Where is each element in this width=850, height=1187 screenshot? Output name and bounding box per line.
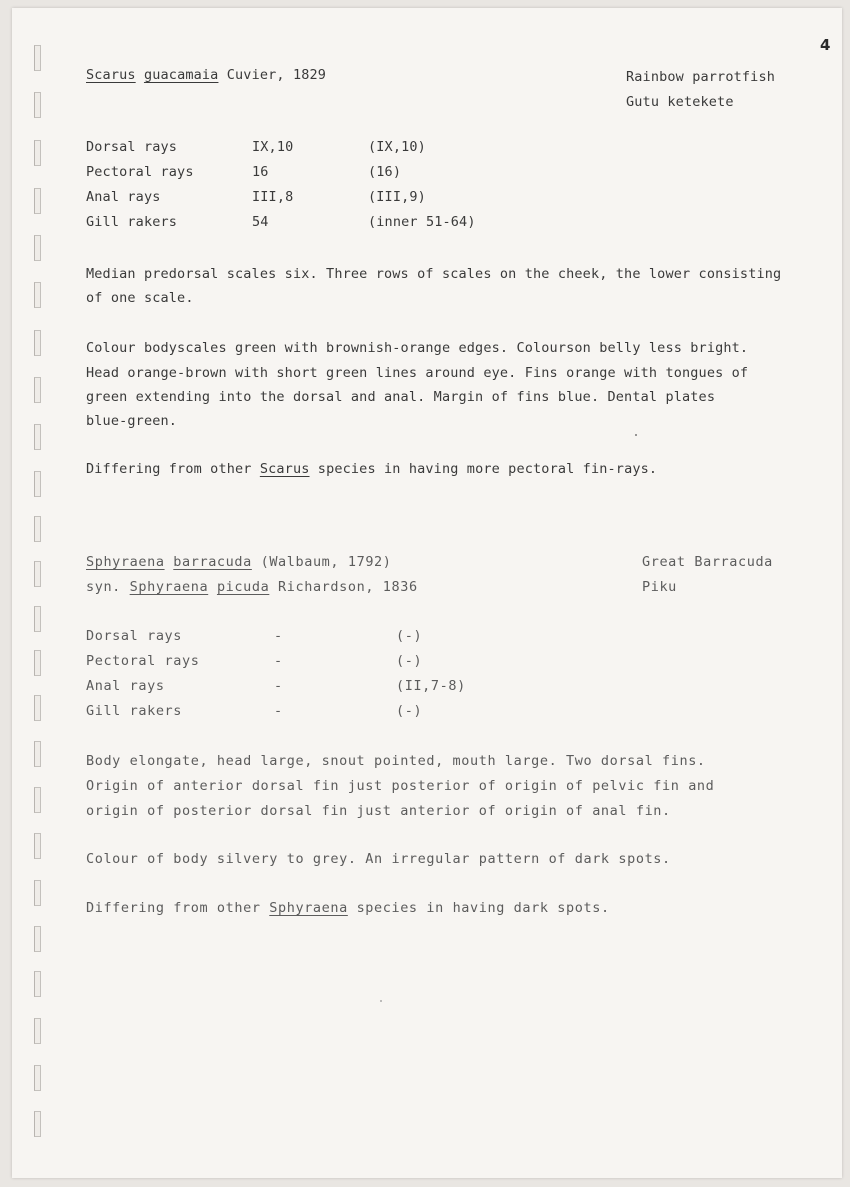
sphyraena-genus: Sphyraena bbox=[86, 554, 165, 570]
scarus-authority: Cuvier, 1829 bbox=[218, 67, 327, 83]
count-label: Dorsal rays bbox=[86, 139, 178, 155]
count-value: 54 bbox=[252, 214, 269, 230]
count-label: Anal rays bbox=[86, 189, 161, 205]
scarus-local-name: Gutu ketekete bbox=[626, 94, 734, 110]
count-value: - bbox=[274, 628, 283, 644]
sentence-start: Differing from other bbox=[86, 461, 260, 477]
scarus-common-name: Rainbow parrotfish bbox=[626, 69, 775, 85]
count-reference: (IX,10) bbox=[368, 139, 426, 155]
sphyraena-common-name: Great Barracuda bbox=[642, 554, 773, 570]
synonym-prefix: syn. bbox=[86, 579, 130, 595]
genus-reference: Scarus bbox=[259, 461, 310, 477]
sphyraena-species: barracuda bbox=[173, 554, 252, 570]
document-page bbox=[12, 8, 842, 1178]
paragraph-line: Colour bodyscales green with brownish-orange edges. Colourson belly less bright. bbox=[86, 340, 749, 356]
synonym-authority: Richardson, 1836 bbox=[269, 579, 418, 595]
scarus-species-heading bbox=[86, 67, 326, 83]
count-label: Anal rays bbox=[86, 678, 165, 694]
paragraph-line: blue-green. bbox=[86, 413, 178, 429]
count-reference: (-) bbox=[396, 628, 423, 644]
paragraph-line: Median predorsal scales six. Three rows of scales on the cheek, the lower consisting bbox=[86, 266, 782, 282]
paragraph-line: Body elongate, head large, snout pointed, mouth large. Two dorsal fins. bbox=[86, 753, 706, 769]
paragraph-line: green extending into the dorsal and anal. Margin of fins blue. Dental plates bbox=[86, 389, 716, 405]
paragraph-line: Origin of anterior dorsal fin just posterior of origin of pelvic fin and bbox=[86, 778, 715, 794]
scarus-species: guacamaia bbox=[143, 67, 219, 83]
sphyraena-differing-paragraph bbox=[86, 900, 610, 916]
scarus-genus: Scarus bbox=[86, 67, 136, 83]
count-value: - bbox=[274, 703, 283, 719]
sentence-start: Differing from other bbox=[86, 900, 270, 916]
synonym-genus: Sphyraena bbox=[129, 579, 209, 595]
count-label: Gill rakers bbox=[86, 703, 183, 719]
sphyraena-authority: (Walbaum, 1792) bbox=[251, 554, 392, 570]
count-reference: (II,7-8) bbox=[396, 678, 466, 694]
synonym-species: picuda bbox=[216, 579, 270, 595]
count-value: - bbox=[274, 678, 283, 694]
ink-speck bbox=[635, 434, 637, 436]
count-label: Pectoral rays bbox=[86, 164, 194, 180]
genus-reference: Sphyraena bbox=[269, 900, 348, 916]
count-value: - bbox=[274, 653, 283, 669]
paragraph-line: origin of posterior dorsal fin just anterior of origin of anal fin. bbox=[86, 803, 671, 819]
paragraph-line: of one scale. bbox=[86, 290, 194, 306]
sphyraena-species-heading bbox=[86, 554, 392, 570]
count-value: 16 bbox=[252, 164, 269, 180]
count-reference: (-) bbox=[396, 703, 423, 719]
count-reference: (16) bbox=[368, 164, 402, 180]
sphyraena-colour-paragraph: Colour of body silvery to grey. An irregular pattern of dark spots. bbox=[86, 851, 671, 867]
sphyraena-synonym bbox=[86, 579, 418, 595]
paragraph-line: Head orange-brown with short green lines around eye. Fins orange with tongues of bbox=[86, 365, 749, 381]
count-reference: (III,9) bbox=[368, 189, 426, 205]
page-number: 4 bbox=[820, 36, 831, 54]
sentence-end: species in having dark spots. bbox=[347, 900, 610, 916]
count-label: Gill rakers bbox=[86, 214, 178, 230]
count-reference: (-) bbox=[396, 653, 423, 669]
scarus-differing-paragraph bbox=[86, 461, 657, 477]
ink-speck bbox=[380, 1000, 382, 1002]
count-label: Pectoral rays bbox=[86, 653, 200, 669]
count-reference: (inner 51-64) bbox=[368, 214, 476, 230]
count-value: IX,10 bbox=[252, 139, 294, 155]
count-label: Dorsal rays bbox=[86, 628, 183, 644]
count-value: III,8 bbox=[252, 189, 294, 205]
sphyraena-local-name: Piku bbox=[642, 579, 677, 595]
sentence-end: species in having more pectoral fin-rays. bbox=[309, 461, 658, 477]
